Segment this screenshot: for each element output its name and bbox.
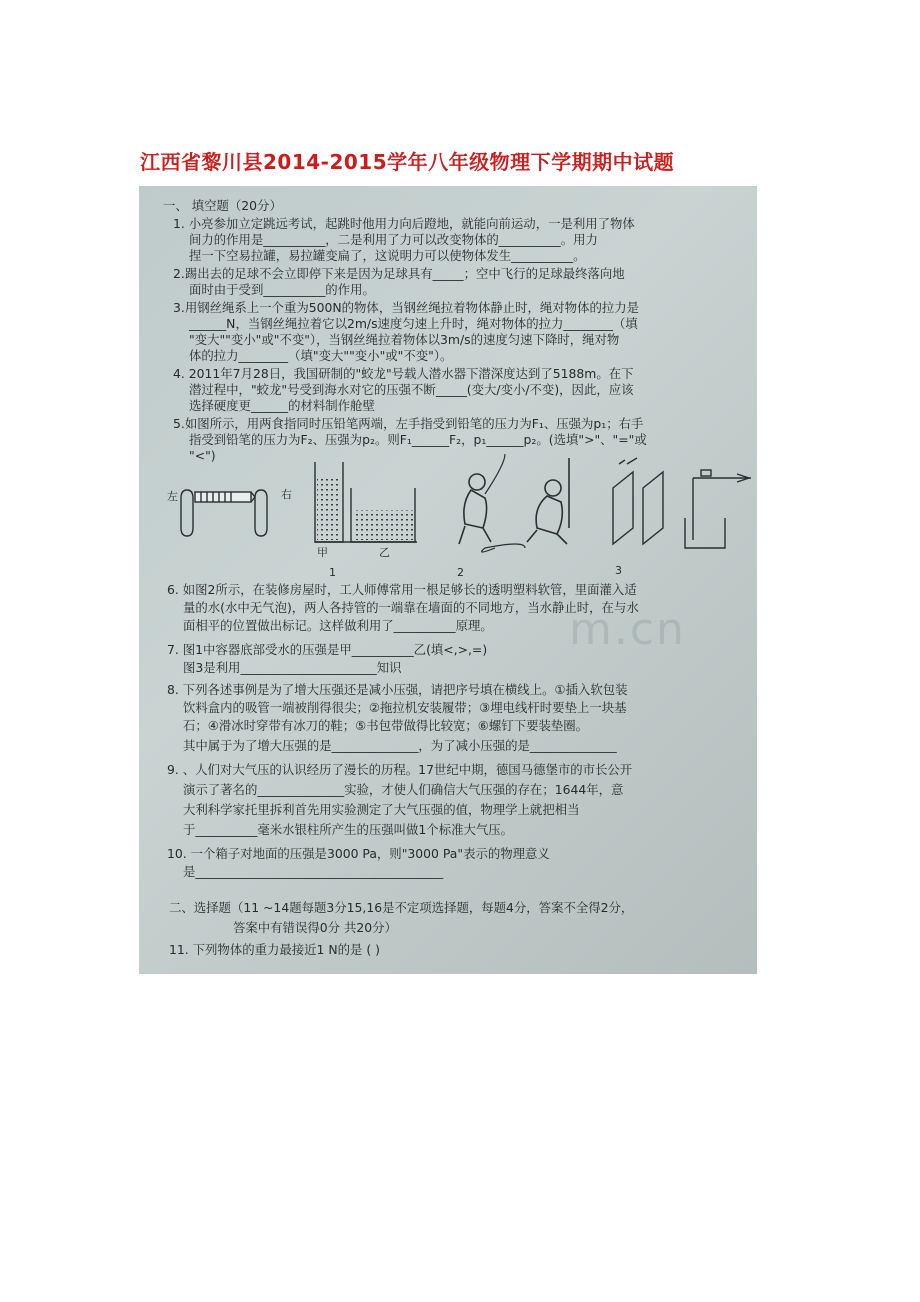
exam-line: 间力的作用是__________，二是利用了力可以改变物体的__________。用力 bbox=[189, 232, 598, 247]
exam-line: 大利科学家托里拆利首先用实验测定了大气压强的值，物理学上就把相当 bbox=[183, 802, 580, 817]
exam-line: 选择硬度更______的材料制作舱壁 bbox=[189, 398, 375, 413]
section-fill-in: 一、 填空题（20分） bbox=[163, 198, 282, 213]
exam-line: 潜过程中，"蛟龙"号受到海水对它的压强不断_____(变大/变小/不变)，因此，应该 bbox=[189, 382, 634, 397]
exam-line: 捏一下空易拉罐，易拉罐变扁了，这说明力可以使物体发生__________。 bbox=[189, 248, 586, 263]
exam-line: 5.如图所示，用两食指同时压铅笔两端，左手指受到铅笔的压力为F₁、压强为p₁；右手 bbox=[173, 416, 644, 431]
pencil-figure bbox=[181, 490, 267, 536]
section-multiple-choice: 二、选择题（11 ~14题每题3分15,16是不定项选择题，每题4分，答案不全得2分， bbox=[169, 900, 634, 915]
page-title: 江西省黎川县2014-2015学年八年级物理下学期期中试题 bbox=[140, 150, 675, 174]
exam-line: 面时由于受到__________的作用。 bbox=[189, 282, 375, 297]
section-multiple-choice-cont: 答案中有错误得0分 共20分） bbox=[233, 920, 397, 935]
exam-line: 体的拉力________（填"变大""变小"或"不变"）。 bbox=[189, 348, 453, 363]
exam-line: 7. 图1中容器底部受水的压强是甲__________乙(填<,>,=) bbox=[167, 642, 488, 657]
fig-label-jia: 甲 bbox=[317, 546, 328, 559]
exam-line: 饮料盒内的吸管一端被削得很尖；②拖拉机安装履带；③埋电线杆时要垫上一块基 bbox=[183, 700, 627, 715]
exam-line: 1. 小亮参加立定跳远考试，起跳时他用力向后蹬地，就能向前运动，一是利用了物体 bbox=[173, 216, 635, 231]
exam-line: 2.踢出去的足球不会立即停下来是因为足球具有_____；空中飞行的足球最终落向地 bbox=[173, 266, 625, 281]
fig-number-1: 1 bbox=[329, 566, 336, 579]
watermark: m.cn bbox=[569, 604, 686, 655]
exam-line: 9. 、人们对大气压的认识经历了漫长的历程。17世纪中期，德国马德堡市的市长公开 bbox=[167, 762, 633, 777]
exam-line: 量的水(水中无气泡)，两人各持管的一端靠在墙面的不同地方，当水静止时，在与水 bbox=[183, 600, 639, 615]
exam-line: ______N，当钢丝绳拉着它以2m/s速度匀速上升时，绳对物体的拉力________（填 bbox=[189, 316, 638, 331]
exam-line: 4. 2011年7月28日，我国研制的"蛟龙"号载人潜水器下潜深度达到了5188m。在下 bbox=[173, 366, 634, 381]
water-dots bbox=[317, 478, 413, 540]
exam-line: 石；④滑冰时穿带有冰刀的鞋；⑤书包带做得比较宽；⑥螺钉下要装垫圈。 bbox=[183, 718, 589, 733]
exam-line: 8. 下列各述事例是为了增大压强还是减小压强，请把序号填在横线上。①插入软包装 bbox=[167, 682, 628, 697]
figure-3 bbox=[613, 458, 751, 548]
fig-number-2: 2 bbox=[457, 566, 464, 579]
fig-label-yi: 乙 bbox=[379, 546, 390, 559]
exam-line: "变大""变小"或"不变"），当钢丝绳拉着物体以3m/s的速度匀速下降时，绳对物 bbox=[189, 332, 620, 347]
figure-illustrations bbox=[165, 448, 755, 560]
exam-line: 演示了著名的______________实验，才使人们确信大气压强的存在；1644年，意 bbox=[183, 782, 624, 797]
exam-line: 3.用钢丝绳系上一个重为500N的物体，当钢丝绳拉着物体静止时，绳对物体的拉力是 bbox=[173, 300, 640, 315]
exam-line: 指受到铅笔的压力为F₂、压强为p₂。则F₁______F₂，p₁______p₂。(选填">"、"="或 bbox=[189, 432, 647, 447]
exam-line: 于__________毫米水银柱所产生的压强叫做1个标准大气压。 bbox=[183, 822, 514, 837]
exam-line: 面相平的位置做出标记。这样做利用了__________原理。 bbox=[183, 618, 493, 633]
exam-line: 6. 如图2所示，在装修房屋时，工人师傅常用一根足够长的透明塑料软管，里面灌入适 bbox=[167, 582, 637, 597]
question-11: 11. 下列物体的重力最接近1 N的是 ( ) bbox=[169, 942, 380, 957]
exam-line: 其中属于为了增大压强的是______________，为了减小压强的是______________ bbox=[183, 738, 617, 753]
fig-number-3: 3 bbox=[615, 564, 622, 577]
fig-label-right: 右 bbox=[281, 488, 292, 501]
exam-line: 10. 一个箱子对地面的压强是3000 Pa，则"3000 Pa"表示的物理意义 bbox=[167, 846, 550, 861]
exam-line: 图3是利用______________________知识 bbox=[183, 660, 402, 675]
exam-scan bbox=[139, 186, 757, 974]
fig-label-left: 左 bbox=[167, 490, 178, 503]
workers-figure bbox=[459, 454, 569, 552]
exam-line: "<") bbox=[189, 448, 216, 463]
exam-line: 是________________________________________ bbox=[183, 864, 444, 879]
